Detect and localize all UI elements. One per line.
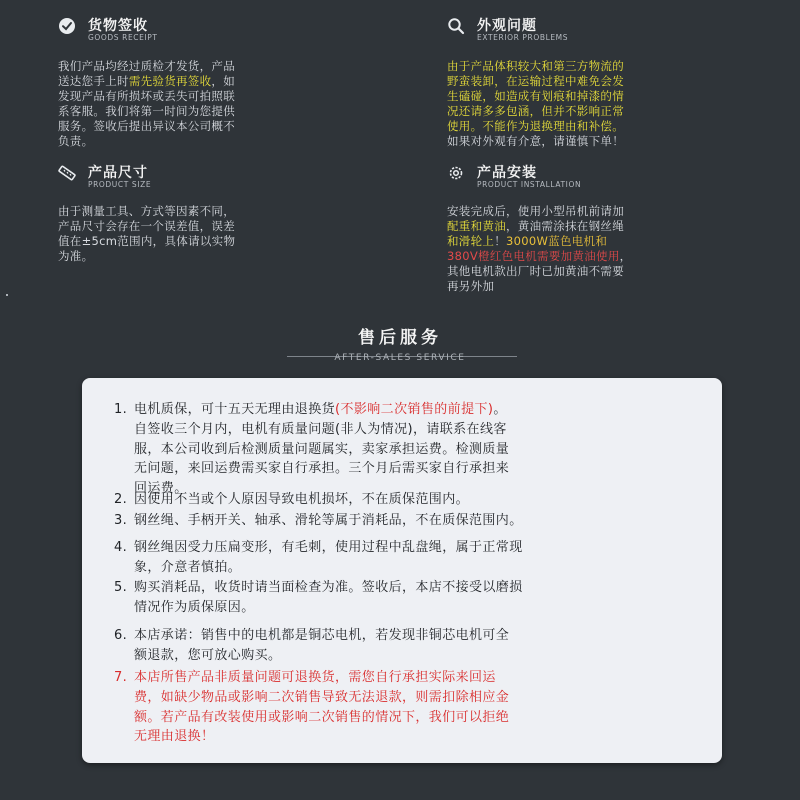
term-line [106,708,702,728]
text-line [58,119,378,134]
text-segment: ，如 [211,74,236,88]
text-line [58,89,378,104]
decorative-dot [6,294,8,296]
term-line [106,558,702,578]
section-body [58,59,378,149]
term-text: 无问题，来回运费需买家自行承担。三个月后需买家自行承担来 [134,461,510,477]
term-line [106,668,702,688]
gear-icon [447,164,465,182]
text-line [447,279,777,294]
term-text: 本店承诺：销售中的电机都是铜芯电机，若发现非铜芯电机可全 [134,628,510,643]
term-line [106,538,702,558]
term-text: 钢丝绳、手柄开关、轴承、滑轮等属于消耗品，不在质保范围内。 [134,513,523,528]
search-icon [447,17,465,35]
exterior-problems-header [447,15,777,45]
term-number: 2. [114,492,128,507]
text-line [58,219,378,234]
text-segment: 由于测量工具、方式等因素不同， [58,204,235,218]
term-text: 回运费。 [134,481,188,497]
text-segment: 和滑轮上 [447,234,495,248]
section-subtitle: EXTERIOR PROBLEMS [477,33,569,42]
text-line [58,134,378,149]
section-title: 产品尺寸 [88,165,148,181]
term-line [106,598,702,618]
term-line [106,490,702,510]
section-subtitle: PRODUCT INSTALLATION [477,180,582,189]
term-text: 额退款，您可放心购买。 [134,647,282,663]
text-line [447,119,777,134]
text-segment: 再另外加 [447,279,495,293]
term-text: 购买消耗品，收货时请当面检查为准。签收后，本店不接受以磨损 [134,580,523,595]
term-item [106,400,702,499]
text-segment: 负责。 [58,134,94,148]
text-segment: 需先验货再签收 [128,74,212,88]
text-segment: 况还请多多包涵，但并不影响正常 [447,104,624,118]
text-line [447,264,777,279]
section-body [58,204,378,264]
text-segment: 使用。不能作为退换理由和补偿。 [447,119,624,133]
term-number: 4. [114,540,128,555]
text-segment: 3000W蓝色电机和 [506,234,608,248]
term-line [106,646,702,666]
text-line [58,204,378,219]
term-text: 无理由退换！ [134,729,215,745]
term-text: 因使用不当或个人原因导致电机损坏，不在质保范围内。 [134,492,470,507]
text-segment: 为准。 [58,249,94,263]
text-segment: 380V橙红色电机需要加黄油使用 [447,249,620,263]
term-text: 象，介意者慎拍。 [134,559,242,575]
term-line [106,578,702,598]
term-item [106,490,702,510]
term-text: (不影响二次销售的前提下) [335,402,494,417]
section-subtitle: GOODS RECEIPT [88,33,158,42]
text-segment: ，黄油需涂抹在钢丝绳 [506,219,624,233]
text-line [58,249,378,264]
text-segment: 安装完成后，使用小型吊机前请加 [447,204,624,218]
section-title: 货物签收 [88,18,148,34]
section-title: 产品安装 [477,165,537,181]
check-circle-icon [58,17,76,35]
text-line [447,89,777,104]
term-text: 服，本公司收到后检测质量问题属实，卖家承担运费。检测质量 [134,441,510,457]
term-text: 自签收三个月内，电机有质量问题(非人为情况)，请联系在线客 [134,421,507,437]
text-segment: 如果对外观有介意，请谨慎下单！ [447,134,624,148]
text-line [58,104,378,119]
after-sales-panel [82,378,722,763]
text-segment: 野蛮装卸，在运输过程中难免会发 [447,74,624,88]
term-line [106,511,702,531]
term-text: 本店所售产品非质量问题可退换货，需您自行承担实际来回运 [134,670,496,685]
term-item [106,668,702,747]
text-segment: 生磕碰，如造成有划痕和掉漆的情 [447,89,624,103]
term-text: 钢丝绳因受力压扁变形，有毛刺，使用过程中乱盘绳，属于正常现 [134,540,523,555]
after-sales-subtitle: AFTER-SALES SERVICE [334,353,466,363]
product-installation-header [447,162,777,192]
term-item [106,626,702,666]
term-text: 。 [493,402,507,417]
term-line [106,420,702,440]
term-item [106,578,702,618]
section-title: 外观问题 [477,18,537,34]
text-segment: 系客服。我们将第一时间为您提供 [58,104,235,118]
text-line [58,74,378,89]
text-segment: 服务。签收后提出异议本公司概不 [58,119,235,133]
text-segment: 产品尺寸会存在一个误差值，误差 [58,219,235,233]
text-line [447,134,777,149]
product-size-section [58,162,378,264]
exterior-problems-section [447,15,777,149]
term-text: 电机质保，可十五天无理由退换货 [134,402,336,417]
text-line [58,59,378,74]
text-line [447,59,777,74]
text-line [58,234,378,249]
term-number: 5. [114,580,128,595]
text-segment: 值在±5cm范围内，具体请以实物 [58,234,236,248]
text-segment: 发现产品有所损坏或丢失可拍照联 [58,89,235,103]
goods-receipt-header [58,15,378,45]
text-line [447,219,777,234]
text-segment: ， [619,249,632,263]
term-line [106,440,702,460]
text-segment: 送达您手上时 [58,74,129,88]
text-segment: 由于产品体积较大和第三方物流的 [447,59,624,73]
ruler-icon [58,164,76,182]
term-line [106,688,702,708]
term-number: 7. [114,670,128,685]
text-segment: 其他电机款出厂时已加黄油不需要 [447,264,624,278]
section-body [447,59,777,149]
term-item [106,538,702,578]
term-number: 1. [114,402,128,417]
term-line [106,400,702,420]
term-line [106,459,702,479]
term-line [106,626,702,646]
term-text: 费，如缺少物品或影响二次销售导致无法退款，则需扣除相应金 [134,689,510,705]
text-segment: 配重和黄油 [447,219,506,233]
text-segment: ！ [494,234,507,248]
term-line [106,727,702,747]
section-body [447,204,777,294]
term-number: 3. [114,513,128,528]
text-segment: 我们产品均经过质检才发货，产品 [58,59,235,73]
product-size-header [58,162,378,192]
term-number: 6. [114,628,128,643]
text-line [447,249,777,264]
text-line [447,74,777,89]
goods-receipt-section [58,15,378,149]
text-line [447,204,777,219]
product-installation-section [447,162,777,294]
term-item [106,511,702,531]
section-subtitle: PRODUCT SIZE [88,180,152,189]
text-line [447,234,777,249]
after-sales-title: 售后服务 [358,328,442,348]
term-text: 额。若产品有改装使用或影响二次销售的情况下，我们可以拒绝 [134,709,510,725]
term-text: 情况作为质保原因。 [134,599,255,615]
text-line [447,104,777,119]
